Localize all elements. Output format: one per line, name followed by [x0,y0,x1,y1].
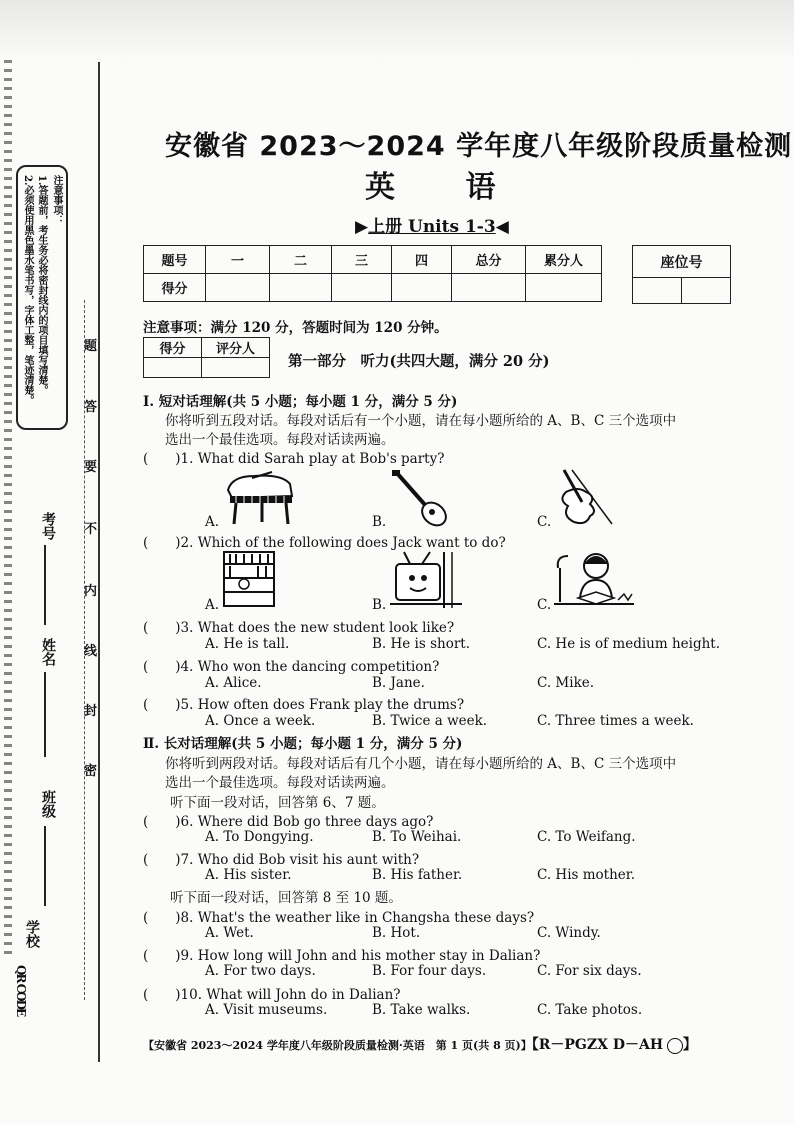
q3-option-c[interactable]: C. He is of medium height. [537,636,721,652]
scan-shadow [0,0,794,62]
score-row-label: 得分 [144,274,206,302]
answer-bracket[interactable]: ( )10. [143,987,203,1003]
score-header-cell: 三 [332,246,392,274]
page-footer [143,1034,697,1054]
section-1-heading: Ⅰ. 短对话理解(共 5 小题；每小题 1 分，满分 5 分) [143,394,458,410]
question-5: ( )5. How often does Frank play the drums? [143,697,465,713]
q1-option-b[interactable]: B. [372,514,387,530]
seal-word-1: 题 [84,339,98,354]
question-1: ( )1. What did Sarah play at Bob's party? [143,451,445,467]
q10-option-b[interactable]: B. Take walks. [372,1002,471,1018]
seal-word-8: 密 [84,764,98,779]
listen-instruction-1: 听下面一段对话，回答第 6、7 题。 [170,795,385,811]
seal-word-4: 不 [84,522,98,537]
section-2-heading: Ⅱ. 长对话理解(共 5 小题；每小题 1 分，满分 5 分) [143,736,463,752]
exam-number-line[interactable] [44,545,46,625]
binding-edge [4,60,12,960]
listen-instruction-2: 听下面一段对话，回答第 8 至 10 题。 [170,890,402,906]
seat-cell[interactable] [633,278,682,304]
section-2-intro-1: 你将听到两段对话。每段对话后有几个小题，请在每小题所给的 A、B、C 三个选项中 [165,756,677,772]
q8-option-a[interactable]: A. Wet. [205,925,254,941]
q1-option-c[interactable]: C. [537,514,552,530]
paper-code: 【R－PGZX D－AH [531,1037,664,1053]
answer-bracket[interactable]: ( )5. [143,697,194,713]
guitar-image [392,470,452,528]
units-label [355,212,509,237]
score-header-cell: 一 [206,246,270,274]
score-header-cell: 四 [392,246,452,274]
exam-instructions: 注意事项：满分 120 分，答题时间为 120 分钟。 [143,320,448,336]
score-cell[interactable] [452,274,526,302]
grader-score-label: 得分 [144,338,202,358]
score-header-cell: 累分人 [526,246,602,274]
notice-box [16,165,68,430]
field-exam-number: 考号 [40,512,56,540]
answer-bracket[interactable]: ( )9. [143,948,194,964]
library-reading-image [222,550,276,608]
grader-table [143,337,270,378]
section-1-intro-1: 你将听到五段对话。每段对话后有一个小题，请在每小题所给的 A、B、C 三个选项中 [165,413,677,429]
score-header-cell: 题号 [144,246,206,274]
field-name: 姓名 [40,638,56,666]
q4-option-c[interactable]: C. Mike. [537,675,595,691]
answer-bracket[interactable]: ( )3. [143,620,194,636]
answer-bracket[interactable]: ( )8. [143,910,194,926]
q2-option-a[interactable]: A. [205,597,220,613]
score-cell[interactable] [206,274,270,302]
triangle-left-icon: ◀ [495,217,509,237]
section-1-intro-2: 选出一个最佳选项。每段对话读两遍。 [165,432,395,448]
q6-option-b[interactable]: B. To Weihai. [372,829,462,845]
seat-cell[interactable] [682,278,731,304]
q8-option-b[interactable]: B. Hot. [372,925,421,941]
q10-option-c[interactable]: C. Take photos. [537,1002,643,1018]
score-cell[interactable] [270,274,332,302]
q3-option-a[interactable]: A. He is tall. [205,636,290,652]
score-header-cell: 二 [270,246,332,274]
q7-option-c[interactable]: C. His mother. [537,867,636,883]
score-table [143,245,602,302]
score-cell[interactable] [332,274,392,302]
violin-image [552,466,616,528]
q5-option-b[interactable]: B. Twice a week. [372,713,488,729]
question-7: ( )7. Who did Bob visit his aunt with? [143,852,420,868]
answer-bracket[interactable]: ( )4. [143,659,194,675]
question-10: ( )10. What will John do in Dalian? [143,987,401,1003]
seal-word-2: 答 [84,400,98,415]
answer-bracket[interactable]: ( )7. [143,852,194,868]
answer-bracket[interactable]: ( )1. [143,451,194,467]
footer-text: 【安徽省 2023～2024 学年度八年级阶段质量检测·英语 第 1 页(共 8 页)】 [143,1039,532,1052]
seat-label: 座位号 [633,246,731,278]
exam-title: 安徽省 2023～2024 学年度八年级阶段质量检测 [165,131,793,162]
qr-code: QR CODE [14,965,28,1016]
studying-image [552,548,636,610]
answer-bracket[interactable]: ( )2. [143,535,194,551]
q9-option-b[interactable]: B. For four days. [372,963,487,979]
q3-option-b[interactable]: B. He is short. [372,636,471,652]
question-6: ( )6. Where did Bob go three days ago? [143,814,434,830]
tv-image [386,548,466,610]
circle-mark-icon [667,1038,683,1054]
q6-option-c[interactable]: C. To Weifang. [537,829,636,845]
answer-bracket[interactable]: ( )6. [143,814,194,830]
triangle-right-icon: ▶ [355,217,369,237]
score-cell[interactable] [392,274,452,302]
question-8: ( )8. What's the weather like in Changsha these days? [143,910,535,926]
units-text: 上册 Units 1-3 [368,217,496,237]
seal-word-7: 封 [84,704,98,719]
name-line[interactable] [44,672,46,757]
score-cell[interactable] [526,274,602,302]
part-one-heading: 第一部分 听力(共四大题，满分 20 分) [288,353,550,370]
section-2-intro-2: 选出一个最佳选项。每段对话读两遍。 [165,775,395,791]
q1-option-a[interactable]: A. [205,514,220,530]
q8-option-c[interactable]: C. Windy. [537,925,601,941]
question-4: ( )4. Who won the dancing competition? [143,659,440,675]
question-3: ( )3. What does the new student look like? [143,620,455,636]
q2-option-b[interactable]: B. [372,597,387,613]
q7-option-a[interactable]: A. His sister. [205,867,292,883]
q5-option-c[interactable]: C. Three times a week. [537,713,694,729]
notice-line-2: 2.必须使用黑色墨水笔书写，字体工整，笔迹清楚。 [22,175,33,406]
notice-title: 注意事项： [51,175,62,225]
seal-word-5: 内 [84,584,98,599]
q9-option-c[interactable]: C. For six days. [537,963,642,979]
notice-line-1: 1.答题前，考生务必将密封线内的项目填写清楚。 [36,175,47,396]
q10-option-a[interactable]: A. Visit museums. [205,1002,328,1018]
q9-option-a[interactable]: A. For two days. [205,963,316,979]
seal-word-6: 线 [84,644,98,659]
field-class: 班级 [40,790,56,818]
class-line[interactable] [44,826,46,906]
seal-word-3: 要 [84,460,98,475]
subject-title: 英 语 [365,170,526,205]
q4-option-a[interactable]: A. Alice. [205,675,262,691]
grader-score-cell[interactable] [144,358,202,378]
margin-line [98,62,100,1062]
grader-name-cell[interactable] [202,358,270,378]
q5-option-a[interactable]: A. Once a week. [205,713,316,729]
question-2: ( )2. Which of the following does Jack want to do? [143,535,506,551]
field-school: 学校 [24,920,40,948]
seat-table [632,245,731,304]
grader-label: 评分人 [202,338,270,358]
q7-option-b[interactable]: B. His father. [372,867,463,883]
paper-code-end: 】 [682,1037,697,1053]
score-header-cell: 总分 [452,246,526,274]
piano-image [222,470,298,526]
q2-option-c[interactable]: C. [537,597,552,613]
q6-option-a[interactable]: A. To Dongying. [205,829,314,845]
q4-option-b[interactable]: B. Jane. [372,675,425,691]
question-9: ( )9. How long will John and his mother stay in Dalian? [143,948,541,964]
